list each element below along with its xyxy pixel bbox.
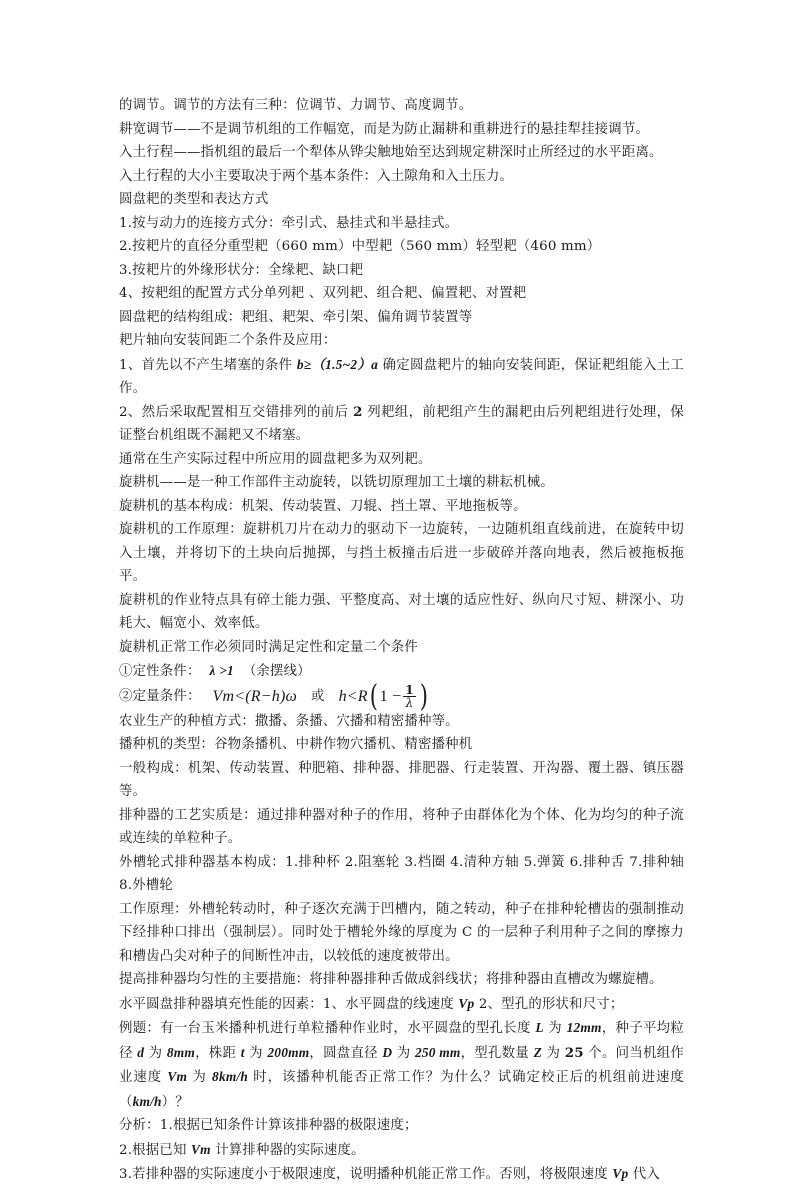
text-run: 为 (392, 1045, 415, 1061)
qualitative-condition (119, 659, 684, 684)
text-line: 通常在生产实际过程中所应用的圆盘耙多为双列耙。 (119, 451, 432, 467)
text-run: 为 (187, 1070, 213, 1085)
text-line: 旋耕机正常工作必须同时满足定性和定量二个条件 (119, 639, 418, 655)
paragraph (119, 401, 684, 448)
text-line: 的调节。调节的方法有三种：位调节、力调节、高度调节。 (119, 98, 473, 113)
value-bold: 200mm (267, 1044, 310, 1060)
text-run: ，种子平均粒径 (119, 1021, 684, 1061)
value-bold: 25 (564, 1044, 584, 1061)
text-run: 2、型孔的形状和尺寸； (474, 996, 624, 1012)
text-run: 水平圆盘排种器填充性能的因素：1、水平圆盘的线速度 (119, 996, 459, 1012)
text-run: ，型孔数量 (460, 1045, 534, 1061)
formula-inline: b≥（1.5~2）a (296, 356, 378, 372)
text-line: 耙片轴向安装间距二个条件及应用： (119, 333, 337, 348)
text-run: ②定量条件： (119, 688, 201, 704)
text-line: 旋耕机的基本构成：机架、传动装置、刀辊、挡土罩、平地拖板等。 (119, 498, 527, 514)
text-run: 计算排种器的实际速度。 (210, 1142, 365, 1158)
paragraph: 外槽轮式排种器基本构成：1.排种杯 2.阻塞轮 3.档圈 4.清种方轴 5.弹簧 6.排种舌 7.排种轴 8.外槽轮 (119, 854, 684, 893)
paren-left: ( (369, 678, 378, 714)
text-run: 为 (541, 1045, 565, 1061)
text-line: 播种机的类型：谷物条播机、中耕作物穴播机、精密播种机 (119, 737, 473, 752)
text-run: 为 (144, 1045, 167, 1061)
var-bold: Vm (167, 1069, 188, 1084)
text-run: 为 (543, 1021, 567, 1036)
text-run: 时，该播种机能否正常工作？为什么？试确定校正后的机组前进速度（ (119, 1070, 684, 1110)
text-line: 耕宽调节——不是调节机组的工作幅宽，而是为防止漏耕和重耕进行的悬挂犁挂接调节。 (119, 121, 650, 137)
text-run: 1、首先以不产生堵塞的条件 (119, 357, 297, 373)
example-problem (119, 1016, 684, 1114)
paren-right: ) (419, 678, 428, 714)
var-bold: Vm (191, 1141, 211, 1157)
value-bold: 12mm (566, 1020, 602, 1035)
var-bold: Vp (612, 1166, 629, 1181)
text-run: 个。问当机组作业速度 (119, 1045, 684, 1085)
fraction (403, 684, 416, 709)
text-run: 3.若排种器的实际速度小于极限速度，说明播种机能正常工作。否则，将极限速度 (119, 1167, 613, 1182)
text-line: 提高排种器均匀性的主要措施：将排种器排种舌做成斜线状；将排种器由直槽改为螺旋槽。 (119, 972, 663, 987)
paragraph: 工作原理：外槽轮转动时，种子逐次充满于凹槽内，随之转动，种子在排种轮槽齿的强制推动下经排种口排出（强制层）。同时处于槽轮外缘的厚度为 C 的一层种子利用种子之间的摩擦力和槽齿凸尖对种子的间断性冲击，以较低的速度被带出。 (119, 901, 684, 964)
text-line: 2.按耙片的直径分重型耙（660 mm）中型耙（560 mm）轻型耙（460 mm） (119, 239, 601, 254)
text-run: 代入 (628, 1167, 660, 1182)
text-run: （余摆线） (242, 664, 311, 679)
text-line: 4、按耙组的配置方式分单列耙 、双列耙、组合耙、偏置耙、对置耙 (119, 286, 527, 301)
text-run: ，圆盘直径 (309, 1045, 383, 1061)
text-line: 圆盘耙的结构组成：耙组、耙架、牵引架、偏角调节装置等 (119, 309, 473, 325)
fraction-denominator: λ (405, 696, 414, 710)
formula-inline: 1 − (379, 687, 402, 705)
text-line: 农业生产的种植方式：撒播、条播、穴播和精密播种等。 (119, 713, 459, 729)
value-bold: 8km/h (212, 1069, 249, 1084)
paragraph (119, 992, 684, 1017)
text-line: 旋耕机——是一种工作部件主动旋转，以铣切原理加工土壤的耕耘机械。 (119, 475, 554, 490)
paragraph: 一般构成：机架、传动装置、种肥箱、排种器、排肥器、行走装置、开沟器、覆土器、镇压器等。 (119, 760, 684, 799)
paragraph: 排种器的工艺实质是：通过排种器对种子的作用，将种子由群体化为个体、化为均匀的种子流或连续的单粒种子。 (119, 807, 684, 846)
text-run: 2.根据已知 (119, 1142, 191, 1158)
text-run: ）？ (161, 1094, 189, 1110)
fraction-numerator: 1 (405, 683, 414, 697)
paragraph (119, 1138, 684, 1163)
text-line: 分析：1.根据已知条件计算该排种器的极限速度； (119, 1118, 418, 1133)
value-bold: km/h (132, 1093, 162, 1109)
formula-inline: Vm<(R−h)ω (212, 687, 297, 705)
text-line: 入土行程的大小主要取决于两个基本条件：入土隙角和入土压力。 (119, 168, 514, 184)
quantitative-condition (119, 678, 684, 714)
text-run: 例题：有一台玉米播种机进行单粒播种作业时，水平圆盘的型孔长度 (119, 1021, 536, 1036)
text-line: 入土行程——指机组的最后一个犁体从铧尖触地始至达到规定耕深时止所经过的水平距离。 (119, 145, 663, 160)
paragraph: 旋耕机的作业特点具有碎土能力强、平整度高、对土壤的适应性好、纵向尺寸短、耕深小、功耗大、幅宽小、效率低。 (119, 592, 684, 631)
var-bold: Vp (458, 995, 475, 1011)
text-line: 3.按耙片的外缘形状分：全缘耙、缺口耙 (119, 262, 364, 278)
text-run: ，株距 (195, 1045, 241, 1061)
text-run: 2、然后采取配置相互交错排列的前后 (119, 404, 354, 420)
formula-inline: λ >1 (209, 663, 234, 678)
section-heading: 圆盘耙的类型和表达方式 (119, 192, 269, 207)
text-run: 为 (244, 1045, 268, 1061)
paragraph: 旋耕机的工作原理：旋耕机刀片在动力的驱动下一边旋转，一边随机组直线前进，在旋转中切入土壤，并将切下的土块向后抛掷，与挡土板撞击后进一步破碎并落向地表，然后被拖板拖平。 (119, 522, 684, 584)
formula-inline: h<R (338, 687, 368, 705)
paragraph (119, 353, 684, 401)
var-bold: L (535, 1020, 544, 1035)
text-run: 或 (311, 688, 325, 704)
var-bold: d (137, 1044, 145, 1060)
paragraph (119, 1162, 684, 1187)
var-bold: D (382, 1044, 393, 1060)
var-bold: Z (533, 1044, 542, 1060)
var-bold: t (240, 1044, 245, 1060)
text-run: 列耙组，前耙组产生的漏耙由后列耙组进行处理，保证整台机组既不漏耙又不堵塞。 (119, 404, 685, 443)
text-run: ①定性条件： (119, 664, 201, 679)
value-bold: 250 mm (414, 1044, 461, 1060)
number-bold: 2 (353, 403, 363, 420)
text-run: 确定圆盘耙片的轴向安装间距，保证耙组能入土工作。 (119, 357, 684, 396)
text-line: 1.按与动力的连接方式分：牵引式、悬挂式和半悬挂式。 (119, 215, 459, 231)
value-bold: 8mm (166, 1044, 196, 1060)
